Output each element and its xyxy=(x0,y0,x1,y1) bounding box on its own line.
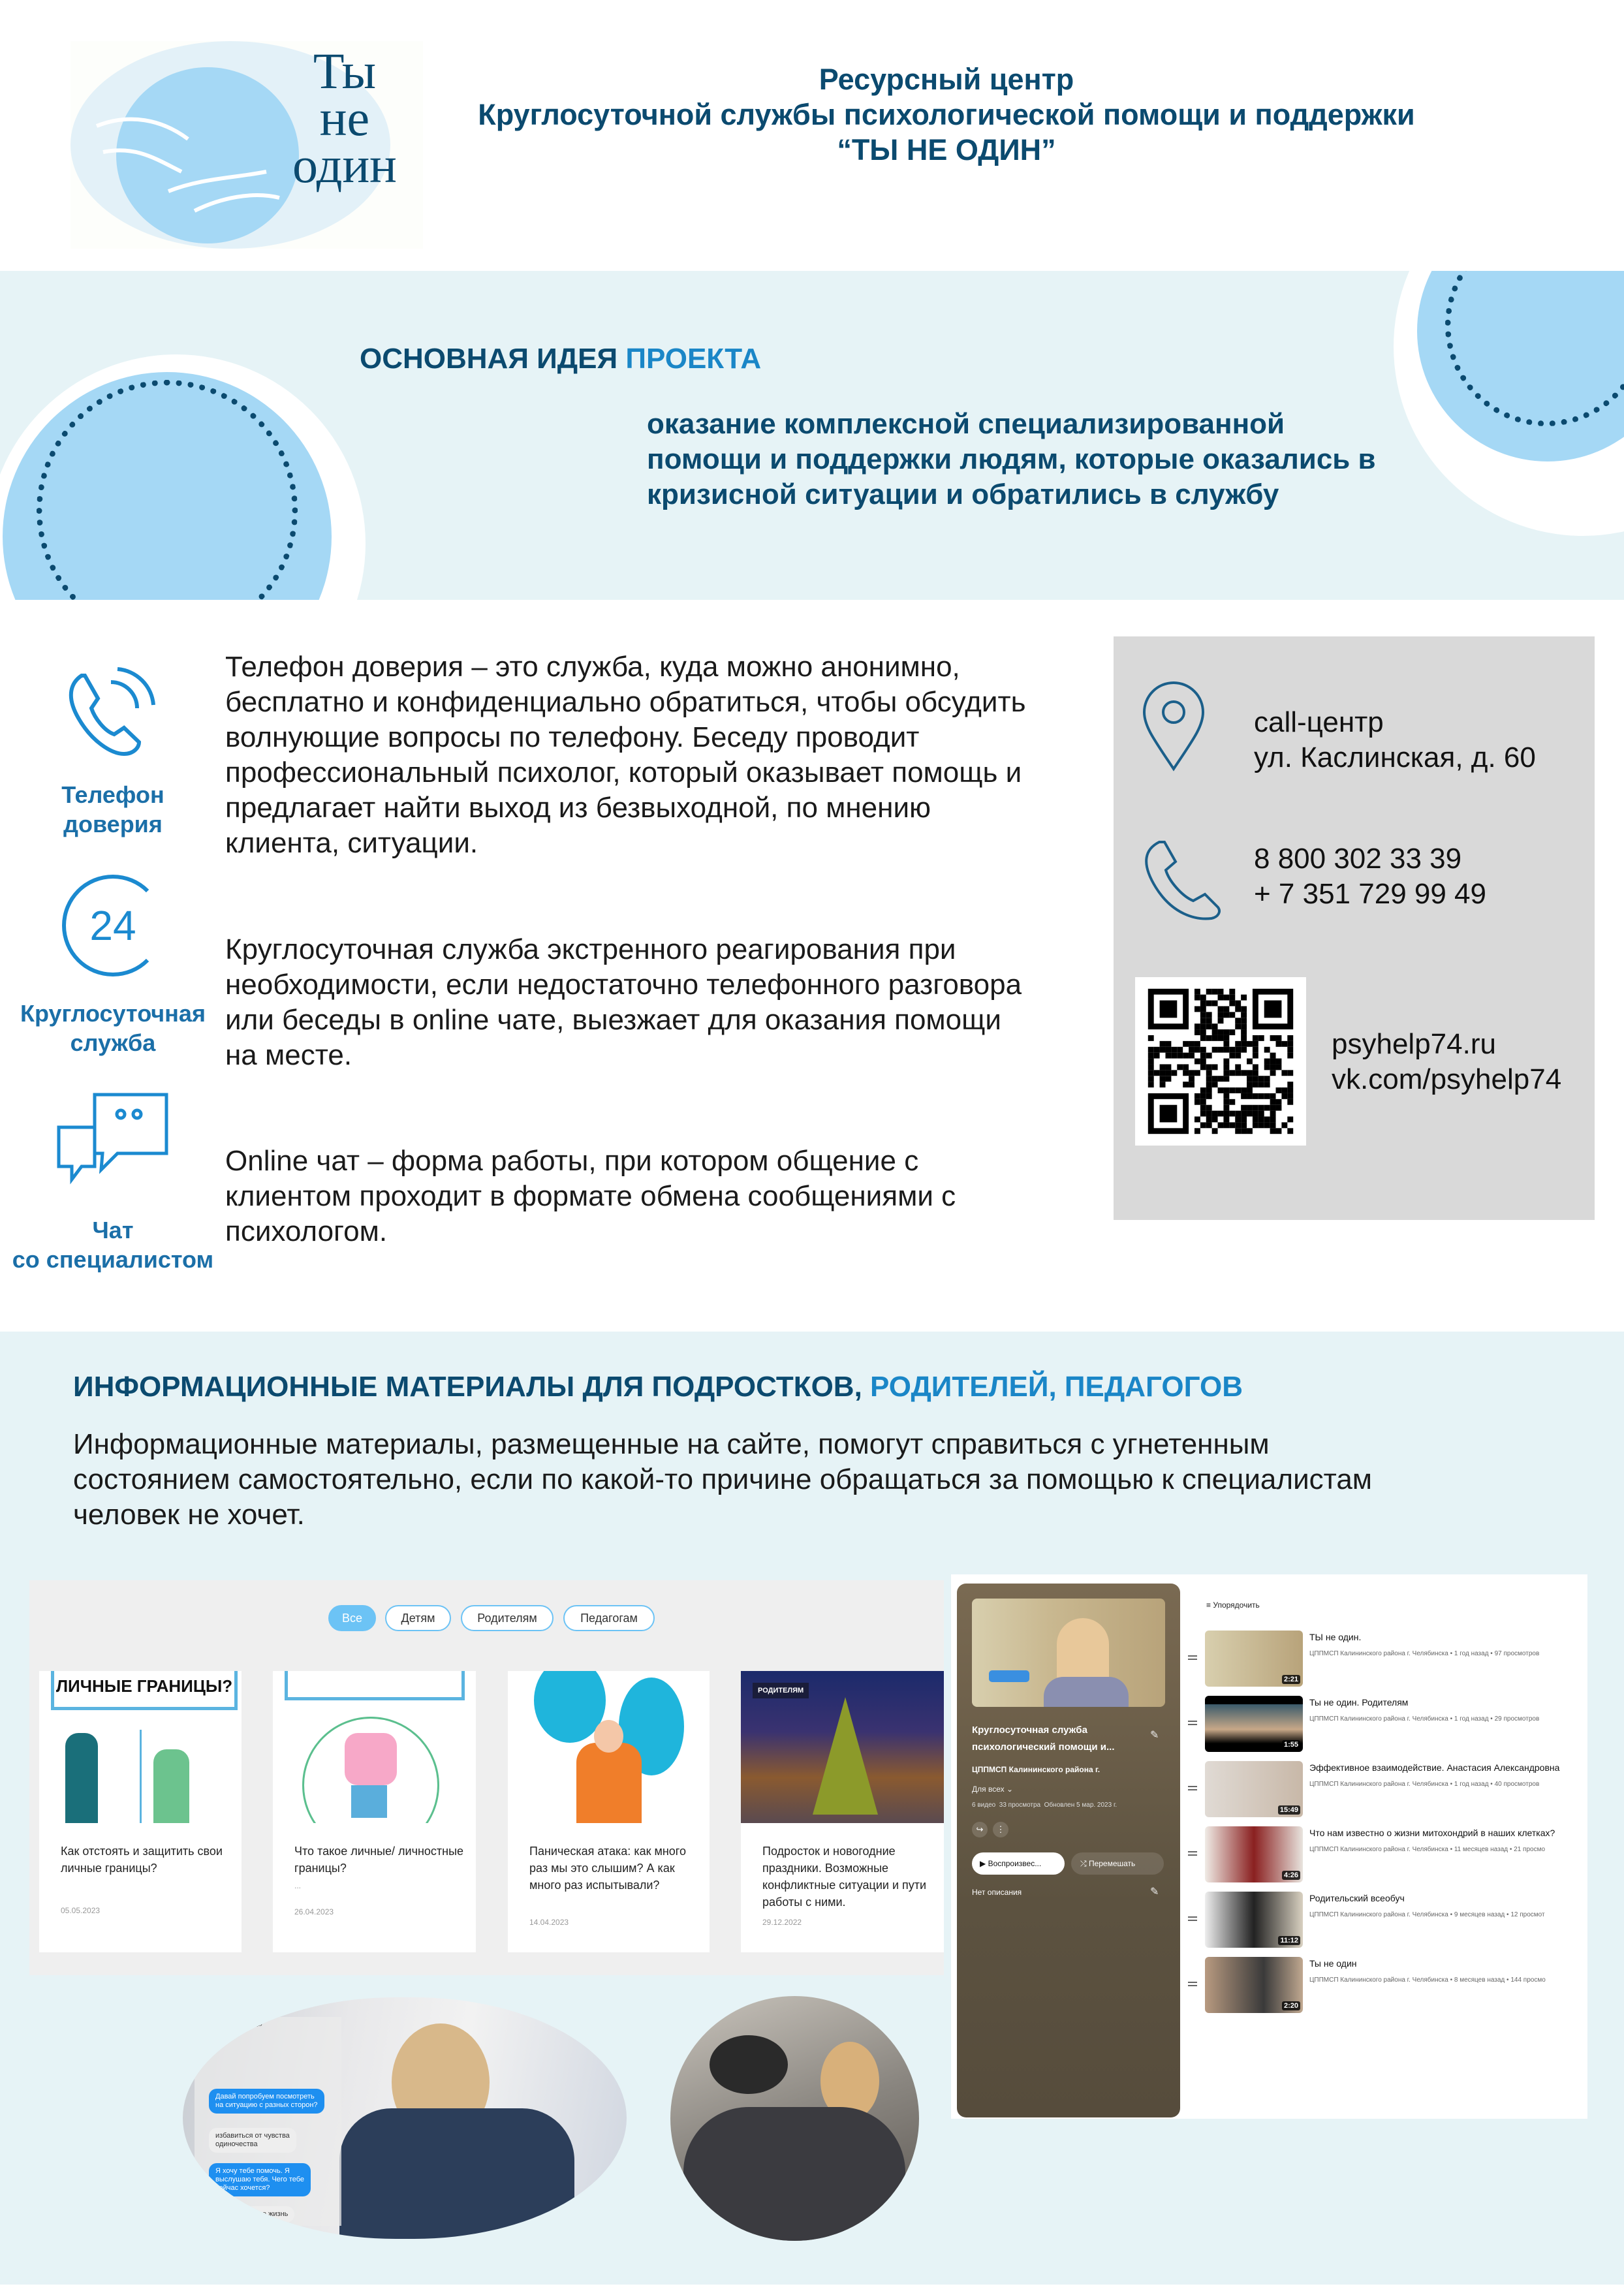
sort-icon: ≡ xyxy=(1206,1600,1211,1610)
card-title[interactable]: Что такое личные/ личностные границы? xyxy=(294,1845,464,1875)
shuffle-label: Перемешать xyxy=(1088,1859,1136,1868)
drag-handle-icon[interactable] xyxy=(1188,1982,1197,1986)
video-meta: ЦППМСП Калининского района г. Челябинска • 11 месяцев назад • 21 просмо xyxy=(1309,1846,1546,1853)
clock-24-icon xyxy=(62,875,164,976)
video-meta: ЦППМСП Калининского района г. Челябинска • 1 год назад • 40 просмотров xyxy=(1309,1781,1540,1788)
website-links[interactable]: psyhelp74.ru vk.com/psyhelp74 xyxy=(1332,1028,1562,1095)
chat-icon xyxy=(55,1091,173,1209)
heading-part: ПРОЕКТА xyxy=(625,343,762,375)
video-duration: 11:12 xyxy=(1278,1936,1300,1945)
card-category-badge: РОДИТЕЛЯМ xyxy=(753,1683,809,1698)
drag-handle-icon[interactable] xyxy=(1188,1851,1197,1856)
phone-icon xyxy=(1140,839,1225,924)
video-meta: ЦППМСП Калининского района г. Челябинска • 1 год назад • 97 просмотров xyxy=(1309,1650,1540,1657)
video-thumbnail[interactable] xyxy=(1205,1631,1303,1687)
more-icon[interactable]: ⋮ xyxy=(993,1822,1008,1837)
info-heading xyxy=(73,1371,1243,1403)
qr-code xyxy=(1135,977,1306,1146)
drag-handle-icon[interactable] xyxy=(1188,1655,1197,1660)
playlist-title: Круглосуточная служба психологический помощи и... xyxy=(972,1725,1115,1753)
chat-bubble: Давай попробуем посмотреть на ситуацию с разных сторон? xyxy=(209,2089,324,2114)
service-text-24h: Круглосуточная служба экстренного реагирования при необходимости, если недостаточно телефонного разговора или беседы в online чате, выезжает для оказания помощи на месте. xyxy=(225,933,1022,1071)
visibility-select[interactable] xyxy=(972,1785,1013,1794)
playlist-video-row[interactable] xyxy=(1188,1696,1587,1755)
video-title[interactable]: Родительский всеобуч xyxy=(1309,1893,1405,1903)
filter-teachers[interactable]: Педагогам xyxy=(563,1605,655,1631)
shuffle-button[interactable] xyxy=(1071,1852,1164,1875)
shuffle-icon: ⤮ xyxy=(1080,1859,1087,1868)
card-image xyxy=(508,1671,710,1823)
heading-part: ИНФОРМАЦИОННЫЕ МАТЕРИАЛЫ ДЛЯ ПОДРОСТКОВ, xyxy=(73,1371,871,1403)
card-excerpt: ... xyxy=(294,1881,302,1890)
video-title[interactable]: Ты не один xyxy=(1309,1958,1357,1969)
playlist-thumbnail[interactable] xyxy=(972,1599,1165,1707)
idea-section xyxy=(0,271,1624,600)
idea-heading xyxy=(360,343,761,375)
filter-children[interactable]: Детям xyxy=(385,1605,451,1631)
video-duration: 1:55 xyxy=(1282,1740,1300,1749)
visibility-label: Для всех xyxy=(972,1785,1005,1794)
phone-waves-icon xyxy=(62,663,166,767)
play-icon: ▶ xyxy=(980,1859,986,1868)
drag-handle-icon[interactable] xyxy=(1188,1916,1197,1921)
drag-handle-icon[interactable] xyxy=(1188,1721,1197,1725)
logo-text-line: один xyxy=(292,136,397,193)
article-card[interactable] xyxy=(508,1671,710,1952)
video-thumbnail[interactable] xyxy=(1205,1761,1303,1817)
video-meta: ЦППМСП Калининского района г. Челябинска • 9 месяцев назад • 12 просмот xyxy=(1309,1911,1545,1918)
info-text: Информационные материалы, размещенные на сайте, помогут справиться с угнетенным состоянием самостоятельно, если по какой-то причине обращаться за помощью к специалистам человек не хочет. xyxy=(73,1428,1373,1531)
title-line: “ТЫ НЕ ОДИН” xyxy=(837,133,1056,166)
video-duration: 2:21 xyxy=(1282,1675,1300,1684)
share-icon[interactable]: ↪ xyxy=(972,1822,988,1837)
article-card[interactable] xyxy=(273,1671,476,1952)
video-thumbnail[interactable] xyxy=(1205,1892,1303,1948)
video-meta: ЦППМСП Калининского района г. Челябинска • 1 год назад • 29 просмотров xyxy=(1309,1715,1540,1723)
card-date: 05.05.2023 xyxy=(61,1906,101,1915)
phone-numbers[interactable]: 8 800 302 33 39 + 7 351 729 99 49 xyxy=(1254,843,1486,910)
service-text-chat: Online чат – форма работы, при котором общение с клиентом проходит в формате обмена сообщениями с психологом. xyxy=(225,1145,956,1247)
play-label: Воспроизвес... xyxy=(988,1859,1042,1868)
play-all-button[interactable] xyxy=(972,1852,1065,1875)
chat-bubble: ненавижу свою жизнь xyxy=(209,2206,294,2223)
playlist-stats: 6 видео 33 просмотра Обновлен 5 мар. 2023 г. xyxy=(972,1802,1117,1809)
address-text: call-центр ул. Каслинская, д. 60 xyxy=(1254,706,1536,773)
heading-part: РОДИТЕЛЕЙ, ПЕДАГОГОВ xyxy=(870,1371,1243,1403)
sort-button[interactable] xyxy=(1206,1600,1260,1610)
article-card[interactable] xyxy=(741,1671,944,1952)
photo-teenagers xyxy=(670,1996,919,2241)
chevron-down-icon: ⌄ xyxy=(1006,1785,1014,1794)
video-title[interactable]: Ты не один. Родителям xyxy=(1309,1697,1409,1708)
playlist-video-row[interactable] xyxy=(1188,1957,1587,2016)
video-title[interactable]: ТЫ не один. xyxy=(1309,1632,1362,1642)
logo-text-line: не xyxy=(319,89,370,146)
chat-bubble: Я хочу тебе помочь. Я выслушаю тебя. Чего тебе сейчас хочется? xyxy=(209,2163,311,2196)
video-thumbnail[interactable] xyxy=(1205,1957,1303,2013)
chat-bubble: избавиться от чувства одиночества xyxy=(209,2128,296,2153)
playlist-video-row[interactable] xyxy=(1188,1826,1587,1885)
page-title xyxy=(326,62,1567,168)
heading-part: ОСНОВНАЯ ИДЕЯ xyxy=(360,343,626,375)
service-label-chat: Чат со специалистом xyxy=(12,1217,214,1273)
chat-header: «ТЫ НЕ ОДИН» xyxy=(209,2021,262,2029)
card-date: 29.12.2022 xyxy=(762,1918,802,1927)
title-line: Ресурсный центр xyxy=(819,63,1074,96)
playlist-description: Нет описания xyxy=(972,1888,1022,1897)
card-image xyxy=(39,1671,242,1823)
hands-icon xyxy=(90,100,286,217)
playlist-video-row[interactable] xyxy=(1188,1631,1587,1689)
photo-girl-chatting xyxy=(183,1997,627,2239)
edit-icon[interactable]: ✎ xyxy=(1150,1886,1159,1897)
video-duration: 15:49 xyxy=(1278,1805,1300,1815)
video-thumbnail[interactable] xyxy=(1205,1826,1303,1882)
card-title[interactable]: Паническая атака: как много раз мы это слышим? А как много раз испытывали? xyxy=(529,1845,686,1892)
playlist-video-row[interactable] xyxy=(1188,1761,1587,1820)
article-card[interactable] xyxy=(39,1671,242,1952)
video-meta: ЦППМСП Калининского района г. Челябинска • 8 месяцев назад • 144 просмо xyxy=(1309,1976,1546,1984)
location-pin-icon xyxy=(1141,681,1206,772)
title-line: Круглосуточной службы психологической помощи и поддержки xyxy=(478,98,1415,131)
card-image xyxy=(741,1671,944,1823)
video-duration: 2:20 xyxy=(1282,2001,1300,2010)
channel-name[interactable]: ЦППМСП Калининского района г. xyxy=(972,1765,1101,1774)
video-duration: 4:26 xyxy=(1282,1871,1300,1880)
contacts-box xyxy=(1114,636,1595,1220)
service-label-24h: Круглосуточная служба xyxy=(20,1000,206,1056)
playlist-video-row[interactable] xyxy=(1188,1892,1587,1950)
sort-label: Упорядочить xyxy=(1213,1600,1260,1610)
logo-text-line: Ты xyxy=(313,42,377,99)
card-date: 26.04.2023 xyxy=(294,1907,334,1916)
service-text-phone: Телефон доверия – это служба, куда можно анонимно, бесплатно и конфиденциально обратиться, чтобы обсудить волнующие вопросы по телефону. Беседу проводит профессиональный психолог, который оказывает помощь и предлагает найти выход из безвыходной, по мнению клиента, ситуации. xyxy=(225,651,1026,859)
video-title[interactable]: Что нам известно о жизни митохондрий в наших клетках? xyxy=(1309,1828,1555,1838)
card-title[interactable]: Как отстоять и защитить свои личные границы? xyxy=(61,1845,223,1875)
service-label-phone: Телефон доверия xyxy=(61,781,164,837)
card-date: 14.04.2023 xyxy=(529,1918,569,1927)
idea-text: оказание комплексной специализированной помощи и поддержки людям, которые оказались в кризисной ситуации и обратились в службу xyxy=(647,408,1376,510)
video-thumbnail[interactable] xyxy=(1205,1696,1303,1752)
header xyxy=(0,0,1624,271)
filter-all[interactable]: Все xyxy=(328,1605,376,1631)
playlist-panel xyxy=(957,1584,1180,2117)
drag-handle-icon[interactable] xyxy=(1188,1786,1197,1790)
video-title[interactable]: Эффективное взаимодействие. Анастасия Александровна xyxy=(1309,1762,1560,1773)
card-image-text: ЛИЧНЫЕ ГРАНИЦЫ? xyxy=(51,1671,238,1710)
card-title[interactable]: Подросток и новогодние праздники. Возможные конфликтные ситуации и пути работы с ними. xyxy=(762,1845,927,1909)
filter-parents[interactable]: Родителям xyxy=(461,1605,554,1631)
card-image xyxy=(273,1671,476,1823)
edit-icon[interactable]: ✎ xyxy=(1150,1730,1159,1741)
icon-24-text: 24 xyxy=(89,902,136,949)
